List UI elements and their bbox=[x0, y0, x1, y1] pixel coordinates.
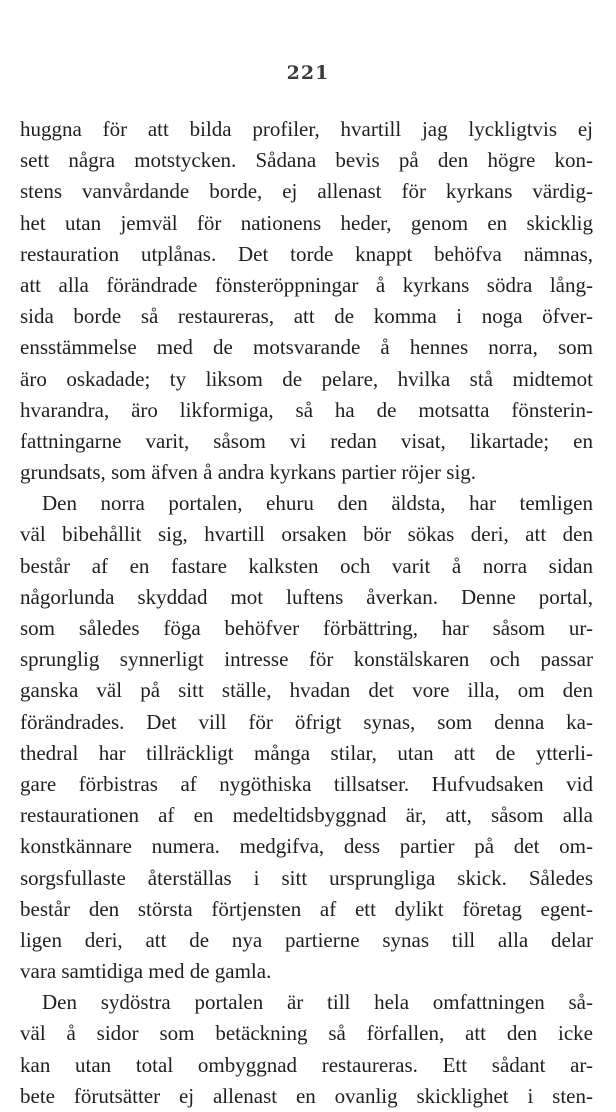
text-line: konstkännare numera. medgifva, dess partier på det om- bbox=[20, 834, 593, 859]
text-line: sida borde så restaureras, att de komma i noga öfver- bbox=[20, 304, 593, 329]
text-line: ganska väl på sitt ställe, hvadan det vore illa, om den bbox=[20, 678, 593, 703]
text-line: består af en fastare kalksten och varit å norra sidan bbox=[20, 553, 593, 578]
text-line: sprunglig synnerligt intresse för konstälskaren och passar bbox=[20, 647, 593, 672]
text-line: restauration utplånas. Det torde knappt behöfva nämnas, bbox=[20, 241, 593, 266]
text-line: väl å sidor som betäckning så förfallen, att den icke bbox=[20, 1021, 593, 1046]
text-line: bete förutsätter ej allenast en ovanlig skicklighet i sten- bbox=[20, 1083, 593, 1108]
text-line: som således föga behöfver förbättring, har såsom ur- bbox=[20, 616, 593, 640]
text-line: består den största förtjensten af ett dylikt företag egent- bbox=[20, 896, 593, 921]
text-line: kan utan total ombyggnad restaureras. Ett sådant ar- bbox=[20, 1052, 593, 1077]
text-line: sett några motstycken. Sådana bevis på den högre kon- bbox=[20, 148, 593, 173]
paragraph-first-line: Den norra portalen, ehuru den äldsta, har temligen bbox=[42, 491, 593, 516]
text-line: någorlunda skyddad mot luftens åverkan. Denne portal, bbox=[20, 584, 593, 609]
text-line: fattningarne varit, såsom vi redan visat, likartade; en bbox=[20, 428, 593, 453]
body-text bbox=[20, 114, 593, 1112]
text-line: huggna för att bilda profiler, hvartill jag lyckligtvis ej bbox=[20, 117, 593, 141]
text-line: vara samtidiga med de gamla. bbox=[20, 959, 272, 984]
text-line: gare förbistras af nygöthiska tillsatser. Hufvudsaken vid bbox=[20, 771, 593, 796]
text-line: het utan jemväl för nationens heder, genom en skicklig bbox=[20, 210, 593, 235]
text-line: äro oskadade; ty liksom de pelare, hvilka stå midtemot bbox=[20, 366, 593, 391]
text-line: thedral har tillräckligt många stilar, utan att de ytterli- bbox=[20, 740, 593, 765]
text-line: restaurationen af en medeltidsbyggnad är, att, såsom alla bbox=[20, 803, 593, 828]
text-line: ensstämmelse med de motsvarande å hennes norra, som bbox=[20, 335, 593, 360]
page-number: 221 bbox=[286, 62, 330, 84]
paragraph-first-line: Den sydöstra portalen är till hela omfattningen så- bbox=[42, 990, 593, 1015]
text-line: grundsats, som äfven å andra kyrkans partier röjer sig. bbox=[20, 460, 477, 485]
text-line: hvarandra, äro likformiga, så ha de motsatta fönsterin- bbox=[20, 397, 593, 422]
text-line: förändrades. Det vill för öfrigt synas, som denna ka- bbox=[20, 709, 593, 734]
text-line: stens vanvårdande borde, ej allenast för kyrkans värdig- bbox=[20, 179, 593, 204]
text-line: sorgsfullaste återställas i sitt ursprungliga skick. Således bbox=[20, 865, 593, 890]
text-line: väl bibehållit sig, hvartill orsaken bör sökas deri, att den bbox=[20, 522, 593, 547]
text-line: ligen deri, att de nya partierne synas till alla delar bbox=[20, 927, 593, 952]
text-line: att alla förändrade fönsteröppningar å kyrkans södra lång- bbox=[20, 272, 593, 297]
